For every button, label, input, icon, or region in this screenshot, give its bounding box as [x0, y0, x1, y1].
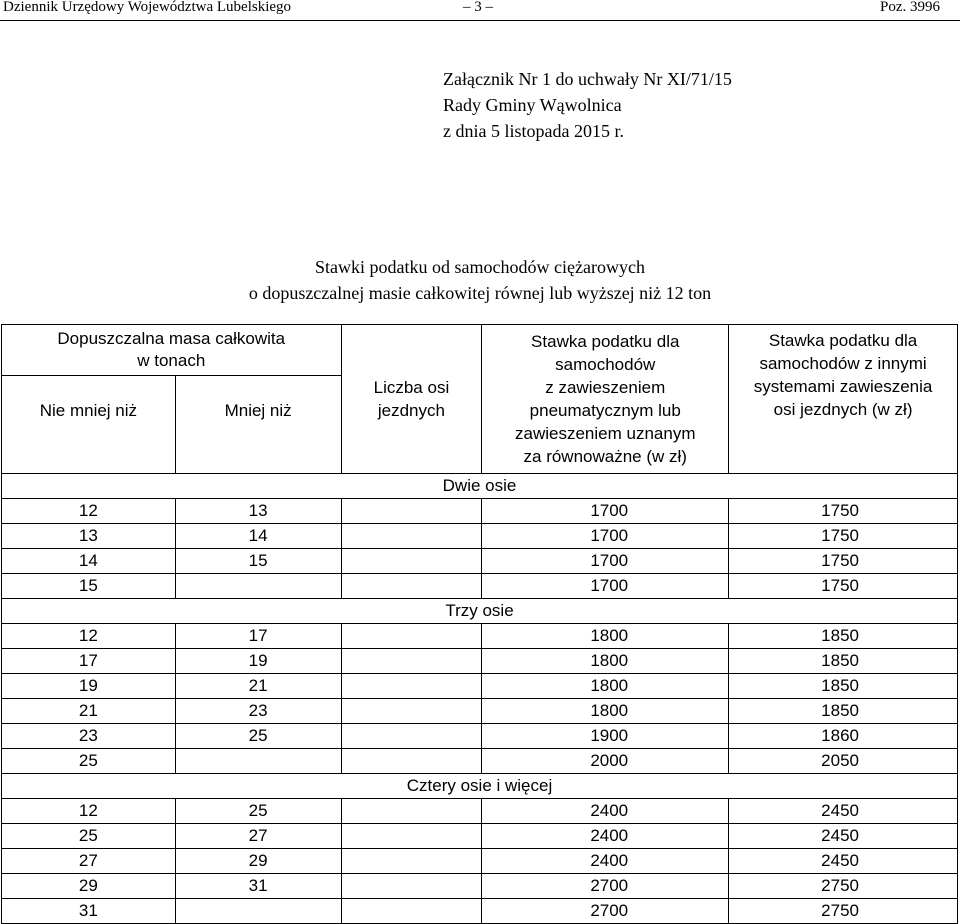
cell-max-mass: 25 — [175, 724, 341, 749]
cell-axles — [341, 874, 482, 899]
section-header: Dwie osie — [2, 474, 958, 499]
cell-pneumatic-rate: 2400 — [482, 799, 729, 824]
cell-max-mass: 19 — [175, 649, 341, 674]
cell-max-mass: 14 — [175, 524, 341, 549]
cell-other-rate: 2450 — [729, 799, 958, 824]
cell-min-mass: 31 — [2, 899, 176, 924]
cell-min-mass: 17 — [2, 649, 176, 674]
cell-axles — [341, 674, 482, 699]
cell-other-rate: 1750 — [729, 549, 958, 574]
cell-pneumatic-rate: 1800 — [482, 624, 729, 649]
cell-max-mass — [175, 749, 341, 774]
table-row — [2, 549, 958, 574]
cell-min-mass: 27 — [2, 849, 176, 874]
position-number: Poz. 3996 — [880, 0, 940, 15]
annex-note — [443, 66, 732, 144]
header-pneumatic-rate: Stawka podatku dla samochodów z zawieszeniem pneumatycznym lub zawieszeniem uznanym za równoważne (w zł) — [482, 325, 729, 474]
annex-line-3: z dnia 5 listopada 2015 r. — [443, 121, 624, 141]
cell-min-mass: 12 — [2, 499, 176, 524]
cell-min-mass: 14 — [2, 549, 176, 574]
document-title — [0, 254, 960, 306]
cell-other-rate: 1750 — [729, 499, 958, 524]
cell-pneumatic-rate: 1700 — [482, 499, 729, 524]
cell-pneumatic-rate: 1800 — [482, 699, 729, 724]
cell-min-mass: 29 — [2, 874, 176, 899]
cell-other-rate: 2450 — [729, 849, 958, 874]
cell-other-rate: 1750 — [729, 574, 958, 599]
section-header: Trzy osie — [2, 599, 958, 624]
cell-max-mass: 15 — [175, 549, 341, 574]
table-row — [2, 524, 958, 549]
table-row — [2, 874, 958, 899]
cell-axles — [341, 799, 482, 824]
cell-min-mass: 21 — [2, 699, 176, 724]
table-row — [2, 824, 958, 849]
cell-min-mass: 13 — [2, 524, 176, 549]
table-row — [2, 749, 958, 774]
table-row — [2, 674, 958, 699]
table-row — [2, 799, 958, 824]
cell-min-mass: 25 — [2, 824, 176, 849]
cell-axles — [341, 824, 482, 849]
header-other-rate: Stawka podatku dla samochodów z innymi systemami zawieszenia osi jezdnych (w zł) — [729, 325, 958, 474]
cell-pneumatic-rate: 1700 — [482, 524, 729, 549]
cell-other-rate: 2050 — [729, 749, 958, 774]
cell-other-rate: 1750 — [729, 524, 958, 549]
table-row — [2, 574, 958, 599]
cell-max-mass: 31 — [175, 874, 341, 899]
annex-line-1: Załącznik Nr 1 do uchwały Nr XI/71/15 — [443, 69, 732, 89]
cell-axles — [341, 724, 482, 749]
cell-other-rate: 1850 — [729, 674, 958, 699]
cell-max-mass — [175, 574, 341, 599]
cell-other-rate: 2750 — [729, 874, 958, 899]
cell-max-mass: 13 — [175, 499, 341, 524]
cell-max-mass: 17 — [175, 624, 341, 649]
page-header — [0, 0, 960, 20]
table-row — [2, 624, 958, 649]
cell-min-mass: 15 — [2, 574, 176, 599]
cell-pneumatic-rate: 2000 — [482, 749, 729, 774]
header-max-mass: Mniej niż — [175, 376, 341, 474]
cell-axles — [341, 849, 482, 874]
cell-min-mass: 25 — [2, 749, 176, 774]
header-rule — [0, 20, 960, 21]
title-line-1: Stawki podatku od samochodów ciężarowych — [315, 257, 645, 277]
table-row — [2, 699, 958, 724]
cell-max-mass: 23 — [175, 699, 341, 724]
section-header: Cztery osie i więcej — [2, 774, 958, 799]
cell-other-rate: 1850 — [729, 624, 958, 649]
cell-max-mass: 25 — [175, 799, 341, 824]
cell-axles — [341, 749, 482, 774]
cell-axles — [341, 524, 482, 549]
cell-axles — [341, 649, 482, 674]
cell-axles — [341, 499, 482, 524]
cell-pneumatic-rate: 1700 — [482, 549, 729, 574]
cell-max-mass: 21 — [175, 674, 341, 699]
cell-pneumatic-rate: 2700 — [482, 899, 729, 924]
cell-axles — [341, 699, 482, 724]
cell-min-mass: 23 — [2, 724, 176, 749]
cell-pneumatic-rate: 2400 — [482, 849, 729, 874]
annex-line-2: Rady Gminy Wąwolnica — [443, 95, 622, 115]
table-row — [2, 724, 958, 749]
cell-pneumatic-rate: 1800 — [482, 674, 729, 699]
cell-pneumatic-rate: 2700 — [482, 874, 729, 899]
table-row — [2, 499, 958, 524]
cell-min-mass: 12 — [2, 624, 176, 649]
journal-title: Dziennik Urzędowy Województwa Lubelskiego — [3, 0, 292, 15]
header-mass-group: Dopuszczalna masa całkowita w tonach — [2, 325, 342, 376]
cell-other-rate: 1860 — [729, 724, 958, 749]
cell-pneumatic-rate: 1800 — [482, 649, 729, 674]
title-line-2: o dopuszczalnej masie całkowitej równej lub wyższej niż 12 ton — [248, 283, 712, 303]
cell-other-rate: 1850 — [729, 699, 958, 724]
cell-other-rate: 1850 — [729, 649, 958, 674]
header-axles: Liczba osi jezdnych — [341, 325, 482, 474]
cell-other-rate: 2450 — [729, 824, 958, 849]
cell-axles — [341, 574, 482, 599]
cell-max-mass: 27 — [175, 824, 341, 849]
table-row — [2, 649, 958, 674]
header-min-mass: Nie mniej niż — [2, 376, 176, 474]
table-row — [2, 849, 958, 874]
cell-pneumatic-rate: 1700 — [482, 574, 729, 599]
cell-min-mass: 19 — [2, 674, 176, 699]
tax-rates-table — [1, 324, 958, 924]
cell-axles — [341, 624, 482, 649]
cell-other-rate: 2750 — [729, 899, 958, 924]
cell-pneumatic-rate: 2400 — [482, 824, 729, 849]
cell-max-mass: 29 — [175, 849, 341, 874]
page-number: – 3 – — [463, 0, 493, 15]
cell-min-mass: 12 — [2, 799, 176, 824]
cell-pneumatic-rate: 1900 — [482, 724, 729, 749]
cell-axles — [341, 549, 482, 574]
